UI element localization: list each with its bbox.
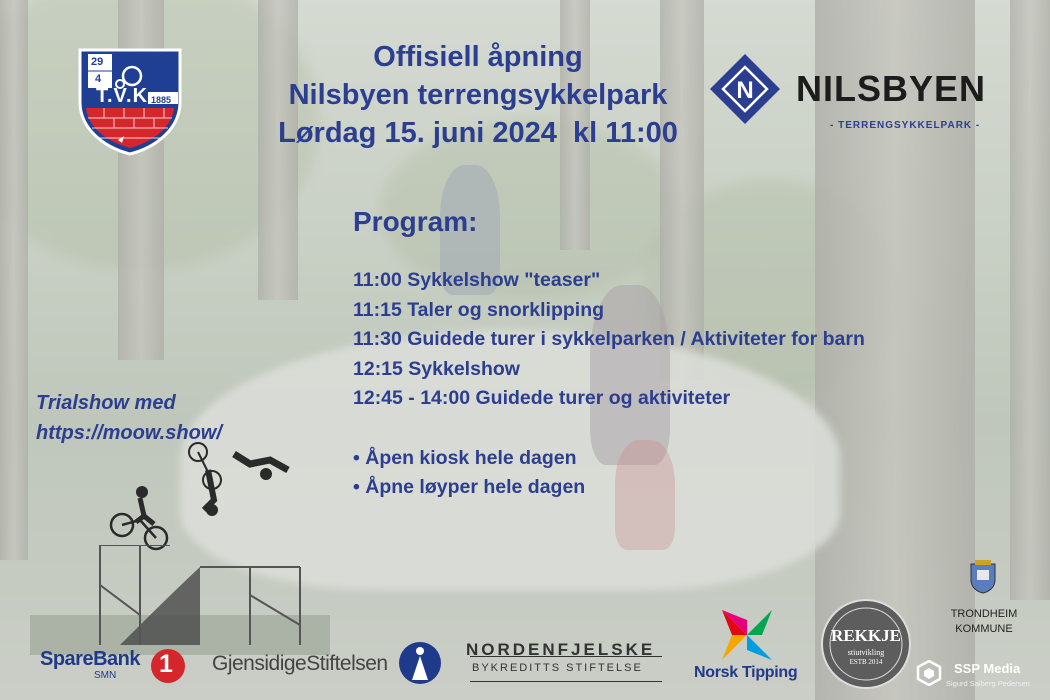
nilsbyen-subtitle: - TERRENGSYKKELPARK - — [830, 120, 981, 131]
title-line-1: Offisiell åpning — [373, 41, 583, 73]
trondheim-kommune-logo — [946, 607, 1022, 637]
program-item: 11:00 Sykkelshow "teaser" — [353, 269, 601, 291]
rekkje-logo-text: REKKJE — [831, 626, 901, 645]
program-item: 11:30 Guidede turer i sykkelparken / Aktiviteter for barn — [353, 328, 865, 350]
club-logo-letters: T.V.K. — [96, 85, 155, 107]
club-logo-number: 29 — [91, 56, 104, 68]
ssp-media-logo-text: SSP Media — [954, 661, 1021, 676]
program-item: 12:45 - 14:00 Guidede turer og aktiviteter — [353, 387, 731, 409]
title-line-2: Nilsbyen terrengsykkelpark — [288, 79, 668, 111]
nilsbyen-diamond-letter: N — [736, 77, 754, 104]
nilsbyen-diamond-icon — [710, 54, 780, 124]
sparebank-logo-sub: SMN — [94, 670, 117, 681]
program-bullet: • Åpne løyper hele dagen — [353, 476, 586, 498]
trialshow-link[interactable]: https://moow.show/ — [36, 422, 222, 444]
program-heading: Program: — [353, 206, 478, 237]
sparebank-one-mark: 1 — [159, 650, 173, 678]
event-title — [260, 38, 696, 152]
ssp-media-icon — [916, 660, 942, 686]
norsk-tipping-icon — [722, 610, 772, 660]
club-logo-number: 4 — [95, 73, 102, 85]
program-item: 11:15 Taler og snorklipping — [353, 298, 605, 321]
trialshow-note — [36, 388, 222, 448]
kommune-line: KOMMUNE — [955, 623, 1013, 635]
nordenfjelske-logo-text: NORDENFJELSKE — [466, 640, 656, 659]
trondheim-crest-icon — [970, 560, 996, 594]
nilsbyen-logo — [706, 52, 1016, 138]
rekkje-logo-sub: stiutvikling — [847, 648, 885, 657]
program-section — [353, 206, 865, 503]
gjensidige-figure-icon — [398, 640, 442, 686]
ssp-media-logo-sub: Sigurd Salberg Pedersen — [946, 679, 1030, 688]
nordenfjelske-logo-sub: BYKREDITTS STIFTELSE — [472, 662, 643, 674]
program-item: 12:15 Sykkelshow — [353, 357, 520, 380]
sparebank-logo-text: SpareBank — [40, 648, 140, 670]
norsk-tipping-logo-text: Norsk Tipping — [694, 664, 798, 681]
trondheim-line: TRONDHEIM — [950, 608, 1018, 620]
trialshow-line: Trialshow med — [36, 392, 176, 414]
nilsbyen-wordmark: NILSBYEN — [796, 68, 987, 109]
gjensidige-logo-text: GjensidigeStiftelsen — [212, 652, 388, 675]
program-bullet: • Åpen kiosk hele dagen — [353, 446, 577, 469]
rekkje-logo-est: ESTB 2014 — [849, 658, 883, 666]
title-line-3: Lørdag 15. juni 2024 kl 11:00 — [278, 117, 678, 149]
ramp-structure — [30, 545, 330, 655]
club-logo-year: 1885 — [151, 95, 172, 105]
